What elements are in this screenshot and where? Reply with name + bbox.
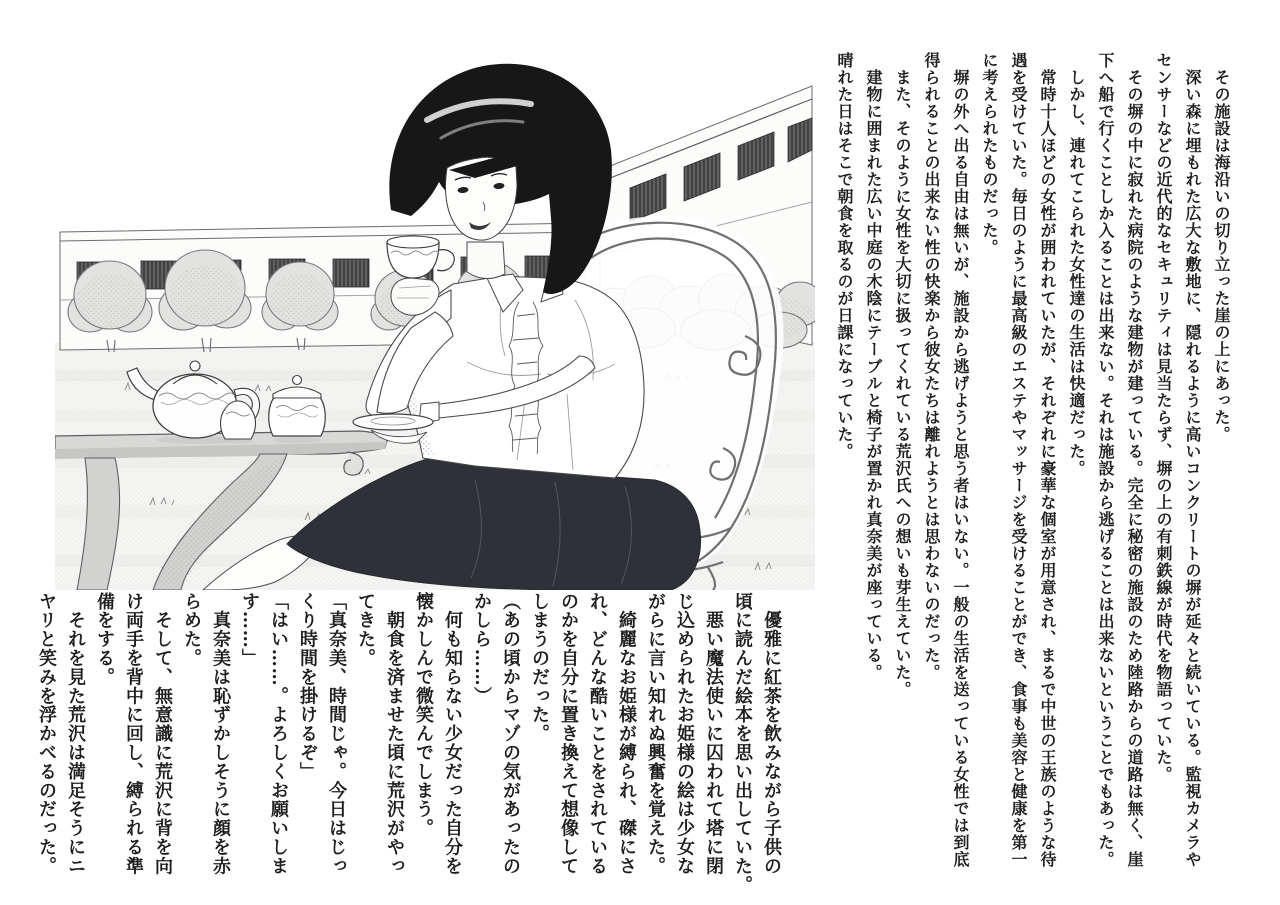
text-line: 備をする。	[94, 592, 115, 687]
text-line: 塀の外へ出る自由は無いが、施設から逃げようと思う者はいない。一般の生活を送っている女性では到底	[951, 52, 970, 868]
text-line: 朝食を済ませた頃に荒沢がやっ	[384, 592, 405, 876]
text-line: 得られることの出来ない性の快楽から彼女たちは離れようとは思わないのだった。	[922, 52, 941, 681]
text-line: 下へ船で行くことしか入ることは出来ない。それは施設から逃げることは出来ないということでもあった。	[1096, 52, 1115, 868]
text-line: その塀の中に寂れた病院のような建物が建っている。完全に秘密の施設のため陸路からの道路は無く、崖	[1125, 52, 1144, 868]
text-line: 悪い魔法使いに囚われて塔に閉	[703, 592, 724, 876]
text-line: れ、どんな酷いことをされている	[587, 592, 608, 876]
text-line: 建物に囲まれた広い中庭の木陰にテーブルと椅子が置かれ真奈美が座っている。	[864, 52, 883, 681]
text-line: じ込められたお姫様の絵は少女な	[674, 592, 695, 876]
text-line: くり時間を掛けるぞ」	[297, 592, 318, 781]
text-line: しかし、連れてこられた女性達の生活は快適だった。	[1067, 52, 1086, 477]
text-line: 「真奈美、時間じゃ。今日はじっ	[326, 592, 347, 876]
text-line: 晴れた日はそこで朝食を取るのが日課になっていた。	[835, 52, 854, 460]
neck	[467, 242, 505, 279]
creamer	[221, 401, 256, 444]
text-line: 常時十人ほどの女性が囲われていたが、それぞれに豪華な個室が用意され、まるで中世の王族のような待	[1038, 52, 1057, 868]
text-line: らめた。	[181, 592, 202, 668]
saucer	[353, 414, 433, 430]
text-line: 何も知らない少女だった自分を	[442, 592, 463, 876]
narration-right-block	[830, 52, 1236, 874]
text-line: す……」	[239, 592, 260, 668]
text-line: のかを自分に置き換えて想像して	[558, 592, 579, 876]
text-line: それを見た荒沢は満足そうにニ	[65, 592, 86, 876]
text-line: がらに言い知れぬ興奮を覚えた。	[645, 592, 666, 876]
text-line: 綺麗なお姫様が縛られ、磔にさ	[616, 592, 637, 876]
text-line: 「はい……。よろしくお願いしま	[268, 592, 289, 876]
text-line: 遇を受けていた。毎日のように最高級のエステやマッサージを受けることができ、食事も美容と健康を第一	[1009, 52, 1028, 868]
illustration-tea-garden	[55, 50, 815, 590]
text-line: に考えられたものだった。	[980, 52, 999, 256]
text-line: センサーなどの近代的なセキュリティは見当たらず、塀の上の有刺鉄線が時代を物語っていた。	[1154, 52, 1173, 783]
text-line: また、そのように女性を大切に扱ってくれている荒沢氏への想いも芽生えていた。	[893, 52, 912, 698]
text-line: 真奈美は恥ずかしそうに顔を赤	[210, 592, 231, 876]
text-line: （あの頃からマゾの気があったの	[500, 592, 521, 876]
narration-left-block	[32, 592, 786, 898]
text-line: かしら……）	[471, 592, 492, 706]
text-line: 深い森に埋もれた広大な敷地に、隠れるように高いコンクリートの塀が延々と続いている。監視カメラや	[1183, 52, 1202, 868]
text-line: しまうのだった。	[529, 592, 550, 744]
text-line: ヤリと笑みを浮かべるのだった。	[36, 592, 57, 876]
text-line: てきた。	[355, 592, 376, 668]
text-line: け両手を背中に回し、縛られる準	[123, 592, 144, 876]
text-line: 懐かしんで微笑んでしまう。	[413, 592, 434, 838]
text-line: その施設は海沿いの切り立った崖の上にあった。	[1212, 52, 1231, 443]
text-line: 頃に読んだ絵本を思い出していた。	[732, 592, 753, 895]
text-line: 優雅に紅茶を飲みながら子供の	[761, 592, 782, 876]
text-line: そして、無意識に荒沢に背を向	[152, 592, 173, 876]
